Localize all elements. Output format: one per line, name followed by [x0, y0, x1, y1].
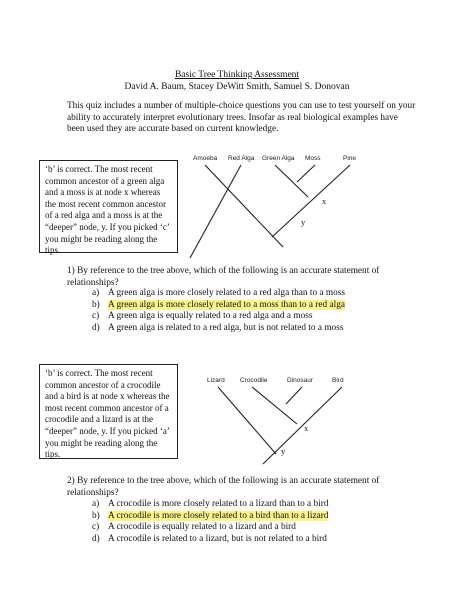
tree2-tip-label: Bird	[332, 377, 344, 384]
document-title: Basic Tree Thinking Assessment	[174, 70, 300, 80]
tree1-node-x: x	[322, 196, 327, 206]
tree1-branch	[272, 165, 350, 237]
tree2-branch	[252, 387, 297, 424]
tree2-node-y: y	[281, 446, 286, 456]
q1-option-c[interactable]: c) A green alga is equally related to a red alga and a moss	[92, 311, 313, 322]
q1-option-a[interactable]: a) A green alga is more closely related to a red alga than to a moss	[92, 288, 345, 298]
q2-option-a-text: A crocodile is more closely related to a lizard than to a bird	[108, 499, 329, 509]
tree1-node-y: y	[301, 217, 306, 227]
q1-option-c-text: A green alga is equally related to a red alga and a moss	[108, 311, 313, 322]
tree1-branches	[190, 165, 350, 258]
intro-paragraph: This quiz includes a number of multiple-choice questions you can use to test yourself on your ability to accurately interpret evolutionary trees. Insofar as real biological examples have been used they are accurate based on current knowledge.	[67, 101, 416, 134]
q1-option-a-text: A green alga is more closely related to a red alga than to a moss	[108, 288, 345, 298]
tree2-tip-label: Lizard	[207, 377, 225, 384]
tree2-node-x: x	[304, 423, 309, 433]
question-1-options	[92, 288, 392, 335]
tree1-tip-label: Red Alga	[228, 155, 255, 162]
tree1-tip-label: Pine	[343, 155, 357, 162]
document-authors: David A. Baum, Stacey DeWitt Smith, Samuel S. Donovan	[124, 82, 350, 92]
q2-option-b[interactable]: b) A crocodile is more closely related to a bird than to a lizard	[92, 510, 329, 521]
answer-note-box-1: ‘b’ is correct. The most recent common ancestor of a green alga and a moss is at node x whereas the most recent common ancestor of a red alga and a moss is at the “deeper” node, y. If you picked ‘c’ you might be reading along the tips.	[39, 160, 178, 253]
tree2-branches	[218, 387, 342, 464]
tree1-branch	[205, 165, 283, 247]
tree1-tip-label: Green Alga	[262, 155, 295, 162]
phylogenetic-tree-2	[200, 372, 370, 467]
q2-option-c[interactable]: c) A crocodile is equally related to a lizard and a bird	[92, 522, 296, 533]
tree1-branch	[275, 165, 308, 197]
tree1-tip-label: Moss	[305, 155, 321, 162]
q1-option-b[interactable]: b) A green alga is more closely related to a moss than to a red alga	[92, 299, 345, 310]
tree2-branch	[286, 387, 302, 404]
answer-note-box-2: ‘b’ is correct. The most recent common ancestor of a crocodile and a bird is at node x whereas the most recent common ancestor of a crocodile and a lizard is at the “deeper” node, y. If you picked ‘a’ you might be reading along the tips.	[39, 364, 178, 459]
tree1-tip-label: Amoeba	[193, 155, 218, 162]
q2-option-d-text: A crocodile is related to a lizard, but is not related to a bird	[108, 534, 327, 545]
q1-option-d-text: A green alga is related to a red alga, but is not related to a moss	[108, 323, 344, 334]
q2-option-d[interactable]: d) A crocodile is related to a lizard, but is not related to a bird	[92, 534, 327, 545]
tree2-branch	[263, 387, 342, 464]
phylogenetic-tree-1	[185, 150, 375, 265]
tree1-branch	[190, 165, 241, 258]
q2-option-a[interactable]: a) A crocodile is more closely related to a lizard than to a bird	[92, 499, 329, 509]
tree2-branch	[218, 387, 276, 454]
tree2-tip-label: Crocodile	[240, 377, 268, 384]
document-header	[0, 69, 474, 93]
tree1-branch	[297, 165, 315, 182]
question-1-text: 1) By reference to the tree above, which of the following is an accurate statement of relationships?	[67, 266, 380, 288]
q1-option-d[interactable]: d) A green alga is related to a red alga, but is not related to a moss	[92, 323, 344, 334]
question-2-text: 2) By reference to the tree above, which of the following is an accurate statement of relationships?	[67, 476, 380, 498]
q2-option-c-text: A crocodile is equally related to a lizard and a bird	[108, 522, 296, 533]
question-2-options	[92, 499, 392, 546]
tree2-tip-label: Dinosaur	[287, 377, 314, 384]
q2-option-b-highlighted-text: A crocodile is more closely related to a bird than to a lizard	[108, 510, 329, 521]
q1-option-b-highlighted-text: A green alga is more closely related to a moss than to a red alga	[108, 299, 345, 310]
